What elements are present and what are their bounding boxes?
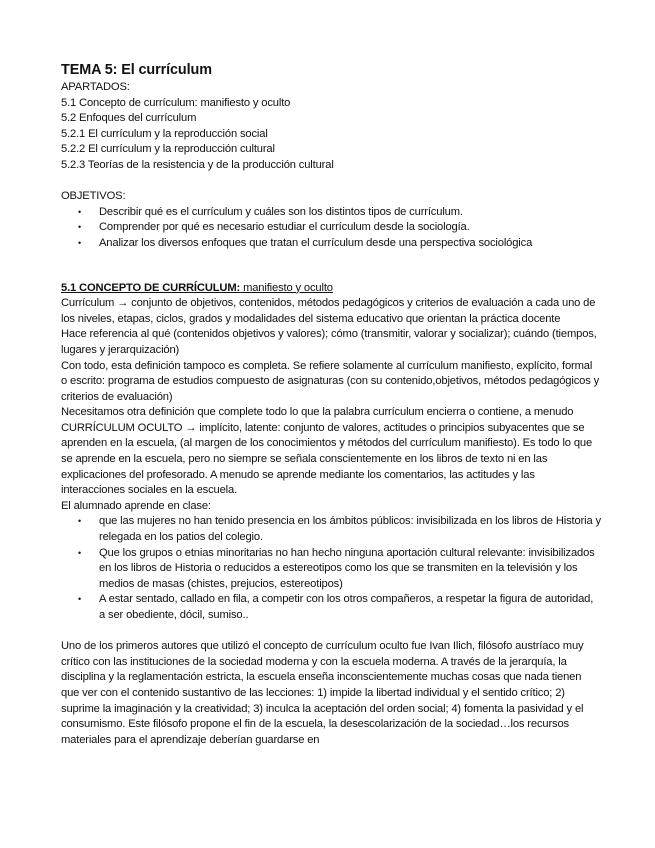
apartado-item: 5.1 Concepto de currículum: manifiesto y oculto xyxy=(61,96,291,109)
document-page xyxy=(61,60,601,748)
hidden-curriculum-item: • Que los grupos o etnias minoritarias no han hecho ninguna aportación cultural relevante: invisibilizados en los libros de Historia o reducidos a estereotipos como los que se transmiten en la televisión y los medios de masas (chistes, prejucios, estereotipos) xyxy=(78,546,595,590)
apartado-item: 5.2.2 El currículum y la reproducción cultural xyxy=(61,143,275,156)
objetivo-item: • Comprender por qué es necesario estudiar el currículum desde la sociología. xyxy=(61,220,601,236)
bullet-icon: • xyxy=(78,516,82,527)
paragraph-manifest: Con todo, esta definición tampoco es completa. Se refiere solamente al currículum manifiesto, explícito, formal o escrito: programa de estudios compuesto de asignaturas (con su contenido,objetivos, métodos pedagógicos y criterios de evaluación) xyxy=(61,359,600,403)
bullet-icon: • xyxy=(78,547,82,558)
bullet-icon: • xyxy=(78,222,82,233)
apartado-item: 5.2.3 Teorías de la resistencia y de la producción cultural xyxy=(61,158,334,171)
paragraph-definition: Currículum → conjunto de objetivos, contenidos, métodos pedagógicos y criterios de evaluación a cada uno de los niveles, etapas, ciclos, grados y modalidades del sistema educativo que orientan la práctica docente xyxy=(61,297,596,325)
objetivo-item: • Describir qué es el currículum y cuáles son los distintos tipos de currículum. xyxy=(61,205,601,221)
paragraph-hidden-curriculum: CURRÍCULUM OCULTO → implícito, latente: conjunto de valores, actitudes o principios subyacentes que se aprenden en la escuela, (al margen de los conocimientos y métodos del currículum manifiesto). Es todo lo que se aprende en la escuela, pero no siempre se señala conscientemente en los libros de texto ni en las explicaciones del profesorado. A menudo se aprende mediante los comentarios, las actitudes y las interacciones sociales en la escuela. xyxy=(61,421,593,497)
spacer xyxy=(61,252,601,281)
objetivos-label: OBJETIVOS: xyxy=(61,190,126,203)
spacer xyxy=(61,624,601,640)
hidden-curriculum-item: • que las mujeres no han tenido presencia en los ámbitos públicos: invisibilizada en los libros de Historia y relegada en los patios del colegio. xyxy=(78,515,601,544)
paragraph-reference: Hace referencia al qué (contenidos objetivos y valores); cómo (transmitir, valorar y socializar); cuándo (tiempos, lugares y jerarquización) xyxy=(61,328,597,356)
bullet-icon: • xyxy=(78,594,82,605)
objetivos-list xyxy=(61,205,601,252)
objetivo-item: • Analizar los diversos enfoques que tratan el currículum desde una perspectiva sociológica xyxy=(61,236,601,252)
hidden-curriculum-list xyxy=(61,514,601,623)
hidden-curriculum-item: • A estar sentado, callado en fila, a competir con los otros compañeros, a respetar la figura de autoridad, a ser obediente, dócil, sumiso.. xyxy=(78,593,594,621)
bullet-icon: • xyxy=(78,206,82,217)
apartados-label: APARTADOS: xyxy=(61,81,130,93)
spacer xyxy=(61,174,601,190)
paragraph-ilich: Uno de los primeros autores que utilizó el concepto de currículum oculto fue Ivan Ilich, filósofo austríaco muy crítico con las instituciones de la sociedad moderna y con la escuela moderna. A través de la jerarquía, la disciplina y la reglamentación estricta, la escuela enseña inconscientemente muchas cosas que nada tienen que ver con el contenido sustantivo de las lecciones: 1) impide la libertad individual y el sentido crítico; 2) suprime la imaginación y la creatividad; 3) inculca la aceptación del orden social; 4) fomenta la pasividad y el consumismo. Este filósofo propone el fin de la escuela, la desescolarización de la sociedad…los recursos materiales para el aprendizaje deberían guardarse en xyxy=(61,640,584,746)
apartado-item: 5.2.1 El currículum y la reproducción social xyxy=(61,127,268,140)
paragraph-students-learn: El alumnado aprende en clase: xyxy=(61,499,211,512)
section-heading: 5.1 CONCEPTO DE CURRÍCULUM: manifiesto y oculto xyxy=(61,281,333,294)
page-title: TEMA 5: El currículum xyxy=(61,62,212,78)
apartado-item: 5.2 Enfoques del currículum xyxy=(61,112,197,125)
bullet-icon: • xyxy=(78,237,82,248)
paragraph-need: Necesitamos otra definición que complete todo lo que la palabra currículum encierra o contiene, a menudo xyxy=(61,406,574,419)
